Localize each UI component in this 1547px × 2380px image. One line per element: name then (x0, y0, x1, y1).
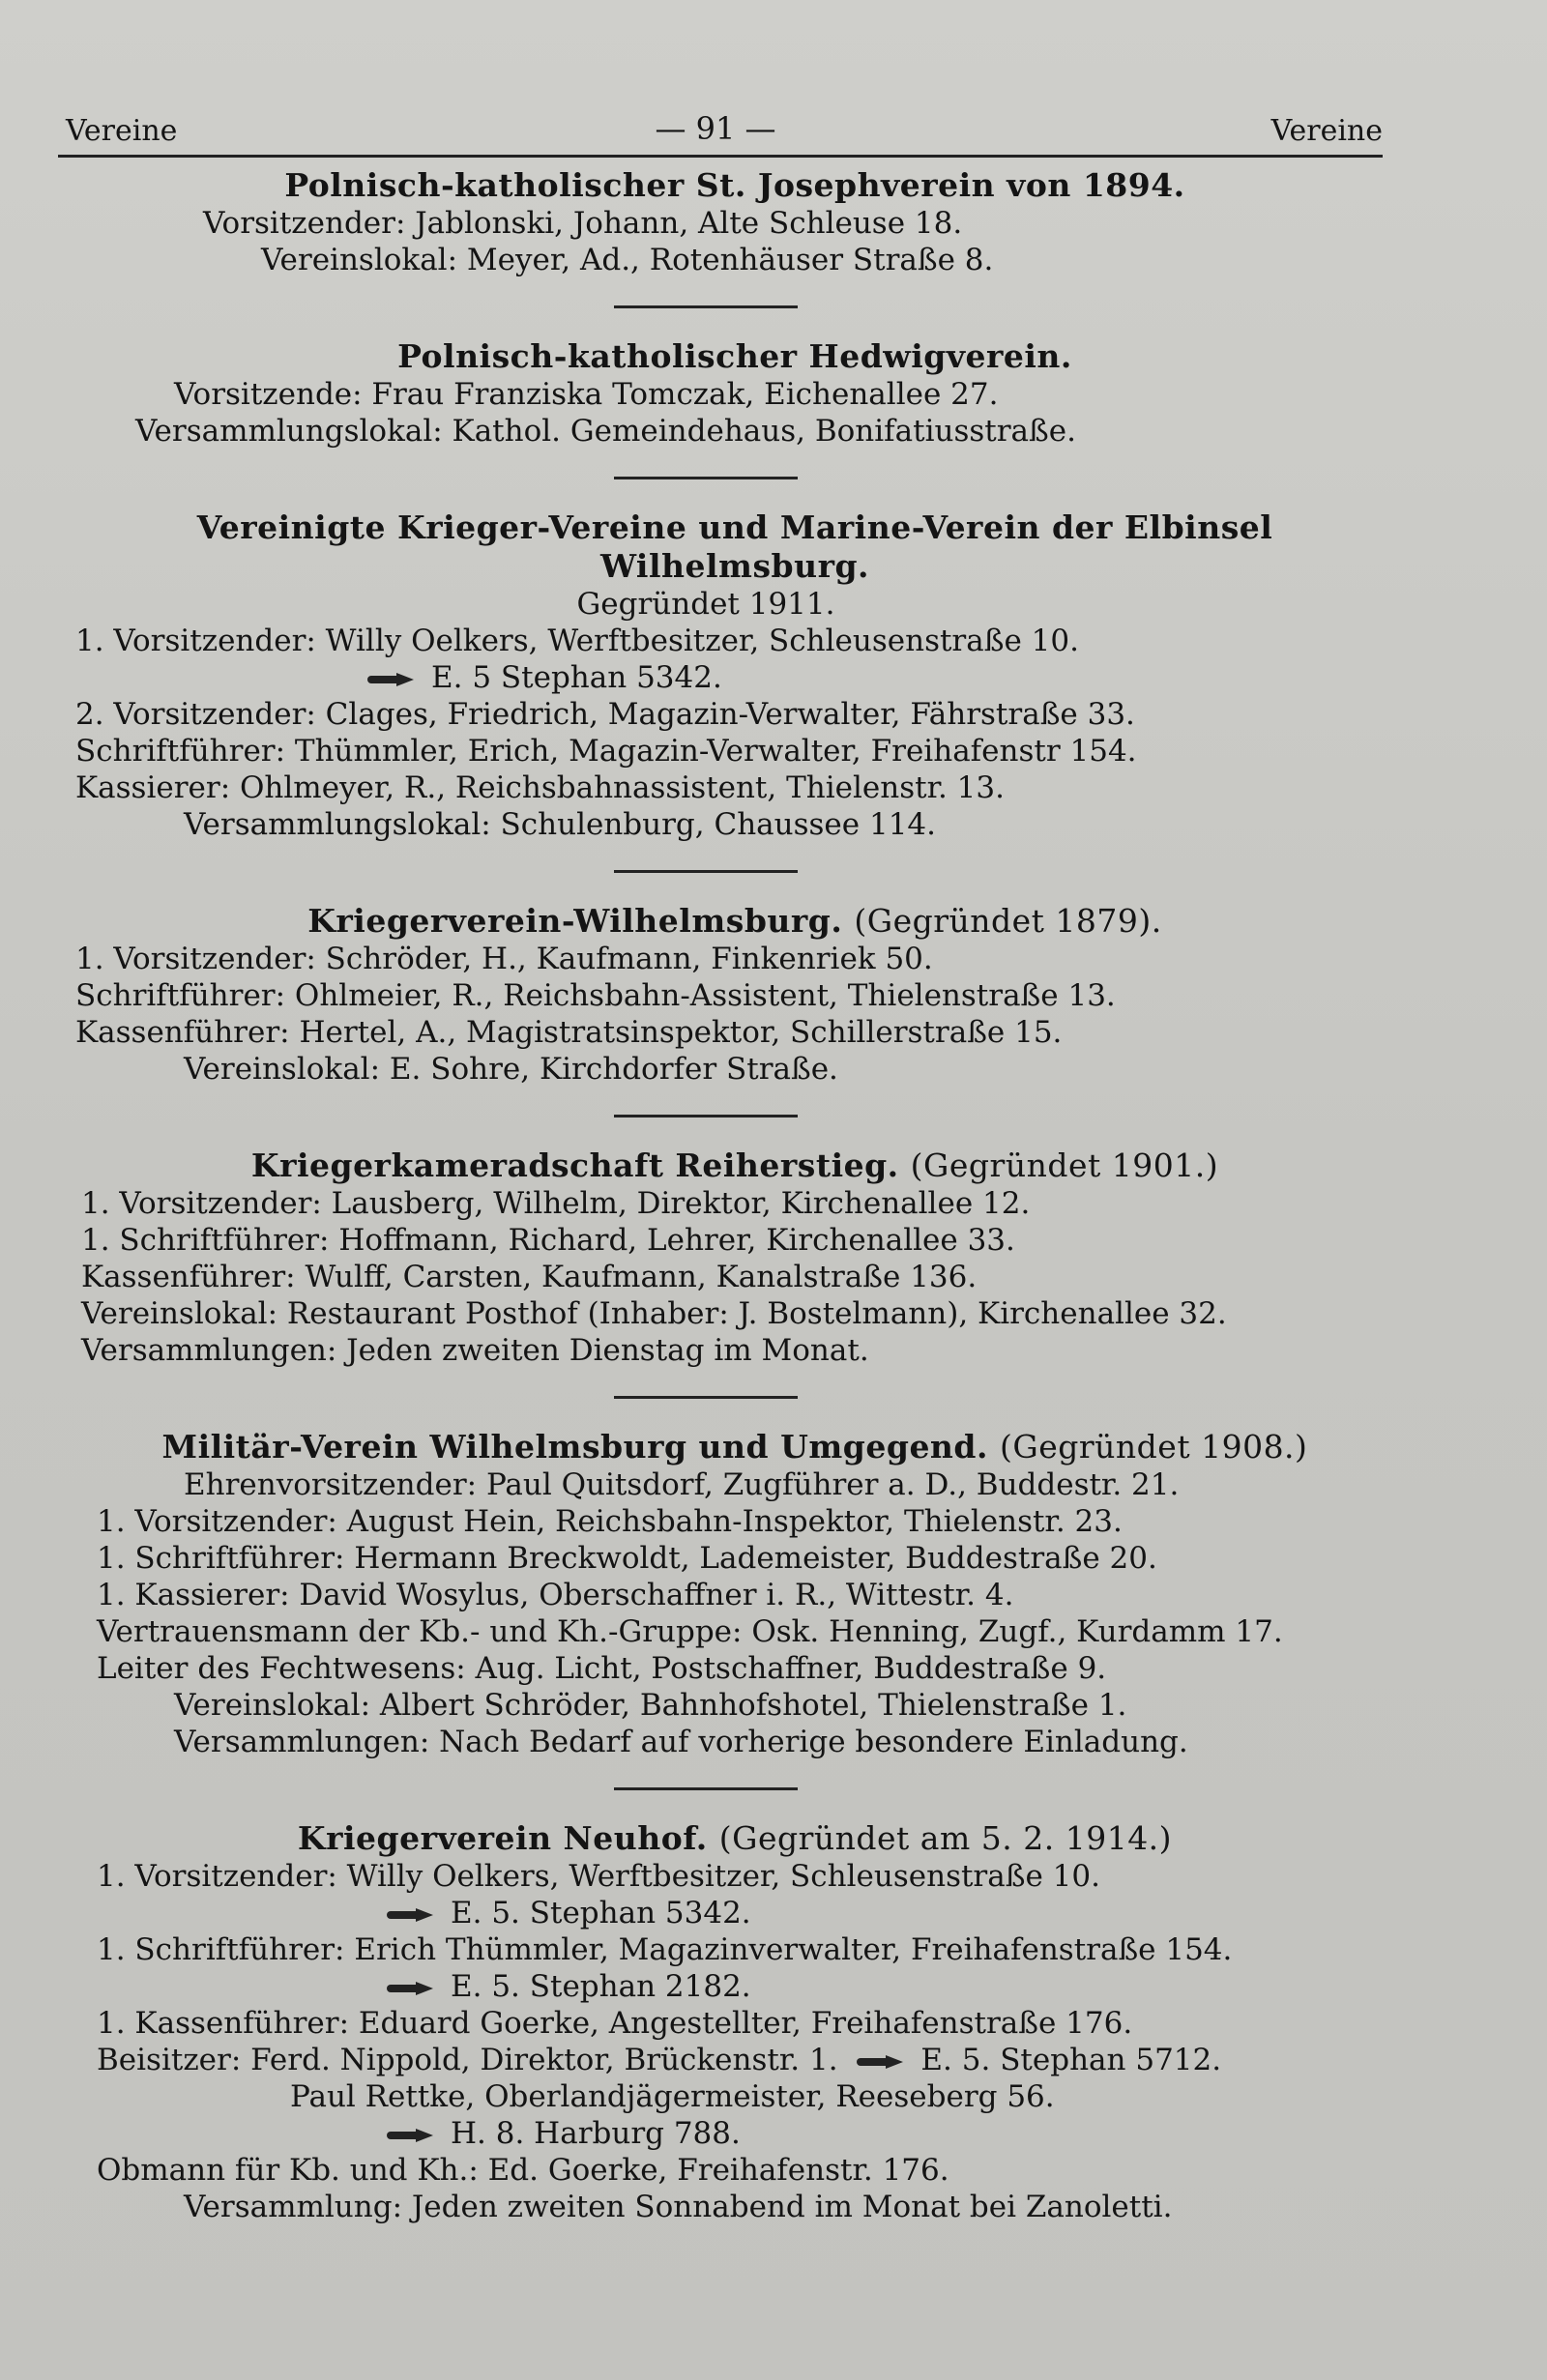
text-line: Versammlungslokal: Kathol. Gemeindehaus, Bonifatiusstraße. (135, 414, 1076, 449)
text-line: 1. Vorsitzender: Willy Oelkers, Werftbesitzer, Schleusenstraße 10. (97, 1859, 1100, 1894)
section-kriegerverein-neuhof (58, 1819, 1412, 2225)
text-line: Vereinslokal: E. Sohre, Kirchdorfer Straße. (184, 1052, 838, 1087)
phone-line (58, 2115, 1412, 2152)
phone-line (58, 1895, 1412, 1931)
section-kriegerverein-wilhelmsburg (58, 902, 1412, 1088)
text-line: 2. Vorsitzender: Clages, Friedrich, Magazin-Verwalter, Fährstraße 33. (75, 697, 1135, 732)
section-hedwigverein (58, 337, 1412, 450)
section-title: Kriegerkameradschaft Reiherstieg. (250, 1146, 899, 1184)
text-line: 1. Vorsitzender: Lausberg, Wilhelm, Direktor, Kirchenallee 12. (81, 1186, 1031, 1221)
page-number: — 91 — (655, 110, 776, 147)
section-militaer-verein (58, 1428, 1412, 1760)
beisitzer-line (58, 2042, 1412, 2078)
founding-note: (Gegründet 1879). (854, 902, 1162, 940)
text-line: 1. Schriftführer: Hoffmann, Richard, Lehrer, Kirchenallee 33. (81, 1223, 1015, 1258)
text-line: 1. Kassierer: David Wosylus, Oberschaffner i. R., Wittestr. 4. (97, 1578, 1014, 1612)
section-title: Polnisch-katholischer Hedwigverein. (397, 337, 1072, 375)
telephone-icon (857, 2055, 907, 2069)
text-line: Leiter des Fechtwesens: Aug. Licht, Postschaffner, Buddestraße 9. (97, 1651, 1107, 1686)
text-line: Gegründet 1911. (576, 587, 835, 622)
text-line: Vereinslokal: Restaurant Posthof (Inhaber: J. Bostelmann), Kirchenallee 32. (81, 1296, 1227, 1331)
text-line: Vorsitzender: Jablonski, Johann, Alte Schleuse 18. (203, 206, 963, 241)
divider (614, 305, 798, 308)
text-line: Vertrauensmann der Kb.- und Kh.-Gruppe: Osk. Henning, Zugf., Kurdamm 17. (97, 1614, 1283, 1649)
text-line: Versammlung: Jeden zweiten Sonnabend im Monat bei Zanoletti. (184, 2190, 1173, 2224)
page-content (58, 166, 1412, 2247)
header-left: Vereine (66, 114, 178, 148)
text-line: Versammlungslokal: Schulenburg, Chaussee 114. (184, 807, 936, 842)
telephone-icon (387, 1982, 437, 1995)
section-josephverein (58, 166, 1412, 278)
text-line: Versammlungen: Jeden zweiten Dienstag im Monat. (81, 1333, 869, 1368)
text-line: Vorsitzende: Frau Franziska Tomczak, Eichenallee 27. (174, 377, 999, 412)
section-vereinigte-krieger-vereine (58, 508, 1412, 843)
text-line: Schriftführer: Ohlmeier, R., Reichsbahn-Assistent, Thielenstraße 13. (75, 978, 1116, 1013)
text-line: Kassenführer: Wulff, Carsten, Kaufmann, Kanalstraße 136. (81, 1260, 978, 1294)
founding-note: (Gegründet am 5. 2. 1914.) (718, 1819, 1173, 1857)
page-header (0, 106, 1547, 155)
divider (614, 1396, 798, 1399)
section-kriegerkameradschaft-reiherstieg (58, 1146, 1412, 1369)
section-title: Polnisch-katholischer St. Josephverein von 1894. (284, 166, 1185, 204)
beisitzer-text: Beisitzer: Ferd. Nippold, Direktor, Brückenstr. 1. (97, 2043, 838, 2077)
text-line: 1. Vorsitzender: August Hein, Reichsbahn-Inspektor, Thielenstr. 23. (97, 1504, 1123, 1539)
section-title-row (58, 902, 1412, 941)
phone-number: E. 5. Stephan 5712. (920, 2043, 1222, 2077)
section-title: Vereinigte Krieger-Vereine und Marine-Verein der Elbinsel Wilhelmsburg. (196, 508, 1273, 585)
text-line: Ehrenvorsitzender: Paul Quitsdorf, Zugführer a. D., Buddestr. 21. (184, 1467, 1180, 1502)
phone-line (58, 1968, 1412, 2005)
telephone-icon (387, 2129, 437, 2142)
telephone-icon (387, 1908, 437, 1922)
text-line: Obmann für Kb. und Kh.: Ed. Goerke, Freihafenstr. 176. (97, 2153, 949, 2188)
divider (614, 1787, 798, 1790)
section-title-row (58, 1819, 1412, 1858)
divider (614, 477, 798, 479)
section-title-row (58, 1146, 1412, 1185)
phone-number: E. 5. Stephan 5342. (451, 1896, 751, 1930)
phone-number: E. 5. Stephan 2182. (451, 1969, 751, 2004)
phone-line (58, 659, 1412, 696)
text-line: 1. Vorsitzender: Schröder, H., Kaufmann, Finkenriek 50. (75, 942, 933, 976)
text-line: Kassierer: Ohlmeyer, R., Reichsbahnassistent, Thielenstr. 13. (75, 770, 1005, 805)
phone-number: H. 8. Harburg 788. (451, 2116, 741, 2151)
telephone-icon (367, 673, 418, 686)
text-line: Vereinslokal: Meyer, Ad., Rotenhäuser Straße 8. (261, 243, 994, 277)
section-title: Kriegerverein Neuhof. (297, 1819, 708, 1857)
section-title: Militär-Verein Wilhelmsburg und Umgegend. (161, 1428, 988, 1466)
section-title-row (58, 1428, 1412, 1466)
header-rule (58, 155, 1383, 158)
text-line: Versammlungen: Nach Bedarf auf vorherige besondere Einladung. (174, 1725, 1188, 1759)
text-line: 1. Schriftführer: Erich Thümmler, Magazinverwalter, Freihafenstraße 154. (97, 1932, 1233, 1967)
section-title: Kriegerverein-Wilhelmsburg. (307, 902, 843, 940)
phone-number: E. 5 Stephan 5342. (431, 660, 722, 695)
founding-note: (Gegründet 1901.) (910, 1146, 1219, 1184)
founding-note: (Gegründet 1908.) (1000, 1428, 1308, 1466)
text-line: Paul Rettke, Oberlandjägermeister, Reeseberg 56. (290, 2079, 1055, 2114)
text-line: 1. Kassenführer: Eduard Goerke, Angestellter, Freihafenstraße 176. (97, 2006, 1133, 2041)
header-right: Vereine (1270, 114, 1383, 148)
text-line: Kassenführer: Hertel, A., Magistratsinspektor, Schillerstraße 15. (75, 1015, 1063, 1050)
divider (614, 1115, 798, 1117)
text-line: 1. Vorsitzender: Willy Oelkers, Werftbesitzer, Schleusenstraße 10. (75, 624, 1079, 658)
divider (614, 870, 798, 873)
text-line: Schriftführer: Thümmler, Erich, Magazin-Verwalter, Freihafenstr 154. (75, 734, 1137, 769)
text-line: Vereinslokal: Albert Schröder, Bahnhofshotel, Thielenstraße 1. (174, 1688, 1127, 1723)
text-line: 1. Schriftführer: Hermann Breckwoldt, Lademeister, Buddestraße 20. (97, 1541, 1157, 1576)
